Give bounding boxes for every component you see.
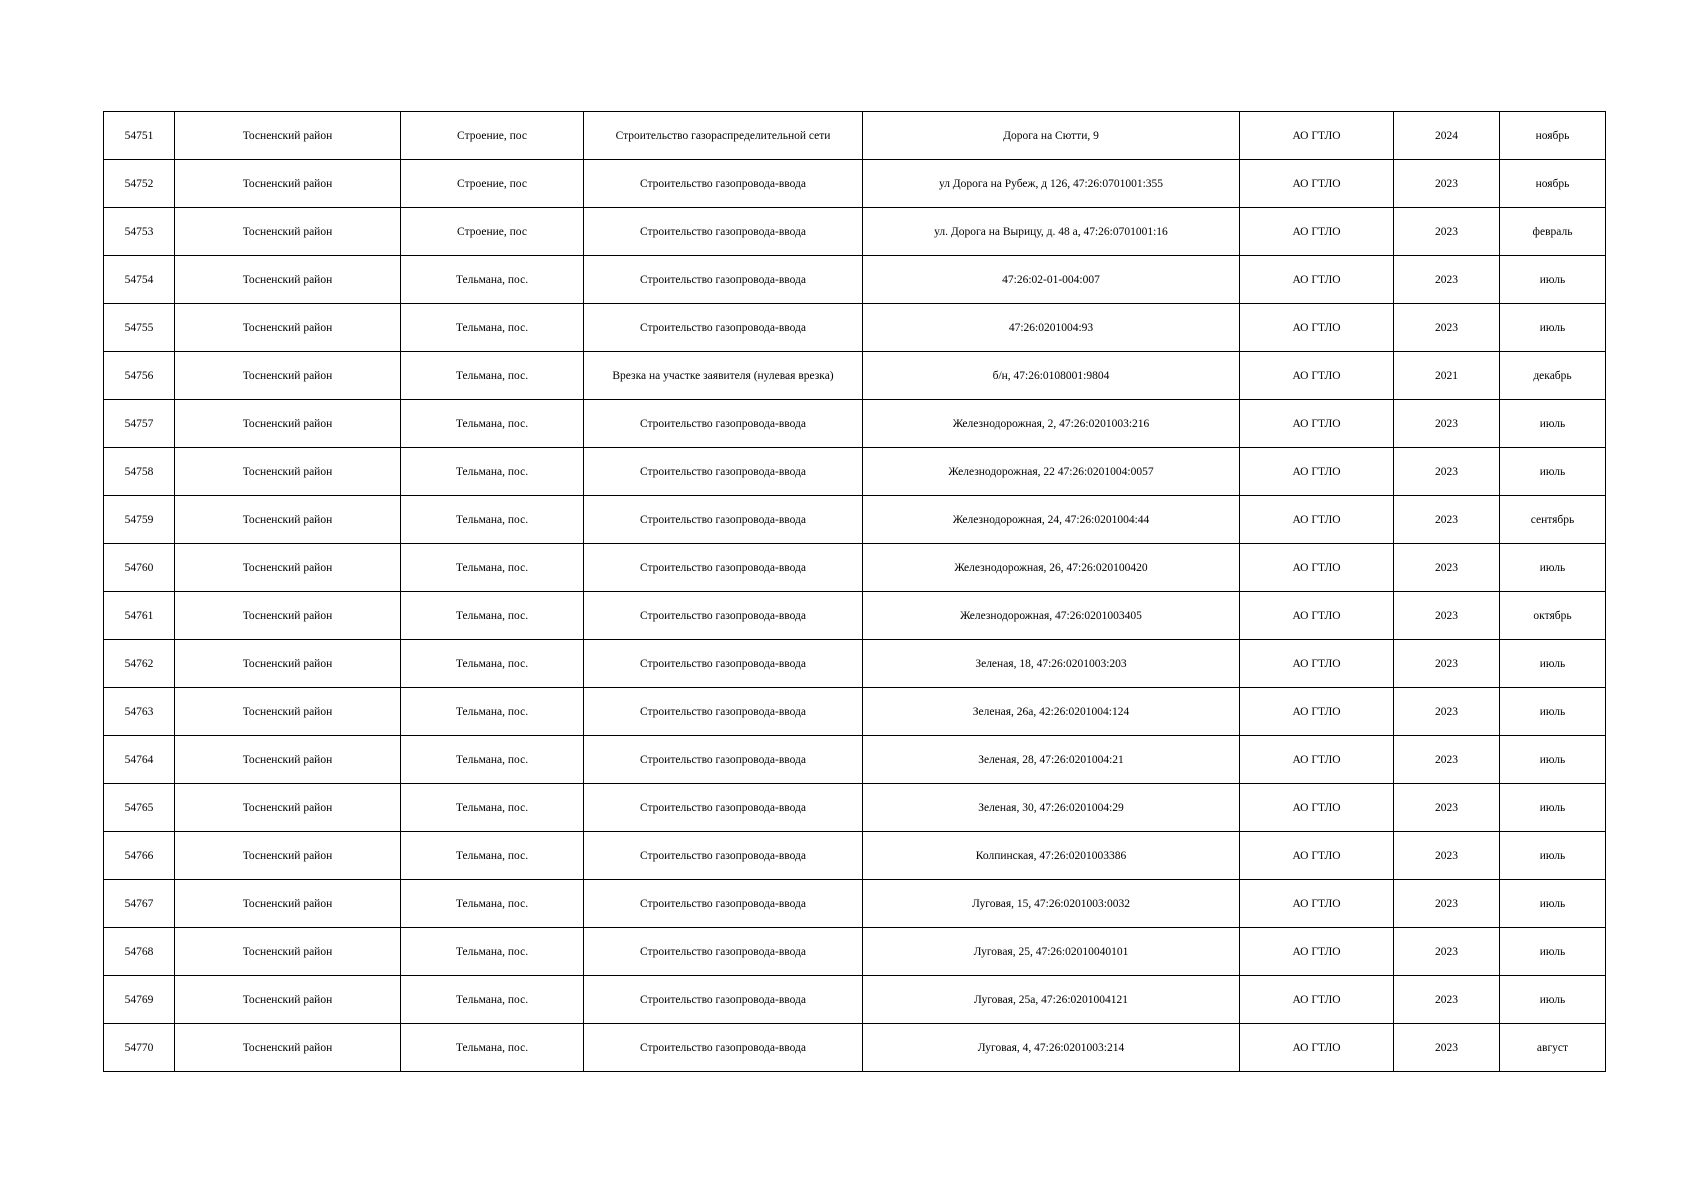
cell-organization: АО ГТЛО [1240,208,1394,256]
cell-month: июль [1500,400,1606,448]
cell-month: июль [1500,448,1606,496]
cell-settlement: Тельмана, пос. [401,736,584,784]
cell-id: 54761 [104,592,175,640]
cell-id: 54765 [104,784,175,832]
cell-work-type: Строительство газопровода-ввода [584,592,863,640]
cell-month: июль [1500,832,1606,880]
cell-work-type: Врезка на участке заявителя (нулевая врезка) [584,352,863,400]
document-page [103,111,1606,1072]
cell-district: Тосненский район [175,880,401,928]
cell-month: июль [1500,640,1606,688]
cell-work-type: Строительство газопровода-ввода [584,256,863,304]
cell-organization: АО ГТЛО [1240,640,1394,688]
cell-work-type: Строительство газопровода-ввода [584,400,863,448]
cell-year: 2023 [1394,592,1500,640]
table-row [104,736,1606,784]
cell-organization: АО ГТЛО [1240,928,1394,976]
cell-address: Луговая, 25а, 47:26:0201004121 [863,976,1240,1024]
table-row [104,1024,1606,1072]
cell-district: Тосненский район [175,352,401,400]
cell-address: Железнодорожная, 26, 47:26:020100420 [863,544,1240,592]
table-row [104,928,1606,976]
cell-work-type: Строительство газопровода-ввода [584,880,863,928]
cell-district: Тосненский район [175,160,401,208]
table-row [104,160,1606,208]
cell-district: Тосненский район [175,544,401,592]
table-row [104,448,1606,496]
cell-district: Тосненский район [175,592,401,640]
cell-organization: АО ГТЛО [1240,1024,1394,1072]
cell-organization: АО ГТЛО [1240,496,1394,544]
cell-month: февраль [1500,208,1606,256]
cell-id: 54753 [104,208,175,256]
gasification-table [103,111,1606,1072]
cell-organization: АО ГТЛО [1240,784,1394,832]
cell-year: 2023 [1394,880,1500,928]
cell-work-type: Строительство газопровода-ввода [584,208,863,256]
cell-work-type: Строительство газопровода-ввода [584,832,863,880]
cell-address: Зеленая, 30, 47:26:0201004:29 [863,784,1240,832]
cell-month: июль [1500,928,1606,976]
cell-address: Железнодорожная, 24, 47:26:0201004:44 [863,496,1240,544]
cell-address: Железнодорожная, 22 47:26:0201004:0057 [863,448,1240,496]
cell-address: б/н, 47:26:0108001:9804 [863,352,1240,400]
cell-settlement: Тельмана, пос. [401,304,584,352]
cell-organization: АО ГТЛО [1240,304,1394,352]
table-row [104,688,1606,736]
cell-year: 2024 [1394,112,1500,160]
cell-year: 2023 [1394,784,1500,832]
cell-district: Тосненский район [175,832,401,880]
table-row [104,256,1606,304]
cell-id: 54769 [104,976,175,1024]
cell-settlement: Строение, пос [401,160,584,208]
cell-year: 2023 [1394,448,1500,496]
table-row [104,640,1606,688]
cell-work-type: Строительство газопровода-ввода [584,976,863,1024]
cell-year: 2023 [1394,640,1500,688]
cell-year: 2023 [1394,736,1500,784]
cell-year: 2021 [1394,352,1500,400]
cell-district: Тосненский район [175,1024,401,1072]
cell-month: ноябрь [1500,112,1606,160]
cell-id: 54767 [104,880,175,928]
cell-id: 54755 [104,304,175,352]
cell-organization: АО ГТЛО [1240,688,1394,736]
cell-work-type: Строительство газопровода-ввода [584,688,863,736]
cell-work-type: Строительство газораспределительной сети [584,112,863,160]
cell-settlement: Строение, пос [401,208,584,256]
cell-id: 54763 [104,688,175,736]
table-body [104,112,1606,1072]
cell-district: Тосненский район [175,688,401,736]
cell-year: 2023 [1394,208,1500,256]
cell-year: 2023 [1394,976,1500,1024]
cell-id: 54760 [104,544,175,592]
cell-month: июль [1500,976,1606,1024]
cell-month: июль [1500,784,1606,832]
cell-month: ноябрь [1500,160,1606,208]
cell-organization: АО ГТЛО [1240,736,1394,784]
cell-district: Тосненский район [175,976,401,1024]
cell-organization: АО ГТЛО [1240,400,1394,448]
cell-district: Тосненский район [175,208,401,256]
table-row [104,544,1606,592]
cell-id: 54756 [104,352,175,400]
cell-settlement: Тельмана, пос. [401,256,584,304]
cell-work-type: Строительство газопровода-ввода [584,448,863,496]
cell-id: 54754 [104,256,175,304]
cell-id: 54762 [104,640,175,688]
cell-month: август [1500,1024,1606,1072]
cell-address: Железнодорожная, 47:26:0201003405 [863,592,1240,640]
cell-year: 2023 [1394,304,1500,352]
cell-district: Тосненский район [175,736,401,784]
cell-work-type: Строительство газопровода-ввода [584,928,863,976]
cell-district: Тосненский район [175,304,401,352]
cell-organization: АО ГТЛО [1240,256,1394,304]
cell-address: 47:26:0201004:93 [863,304,1240,352]
cell-month: июль [1500,688,1606,736]
cell-id: 54752 [104,160,175,208]
cell-id: 54764 [104,736,175,784]
cell-district: Тосненский район [175,928,401,976]
table-row [104,880,1606,928]
cell-year: 2023 [1394,400,1500,448]
cell-district: Тосненский район [175,784,401,832]
cell-id: 54751 [104,112,175,160]
cell-settlement: Тельмана, пос. [401,592,584,640]
table-row [104,496,1606,544]
cell-year: 2023 [1394,832,1500,880]
cell-district: Тосненский район [175,256,401,304]
cell-year: 2023 [1394,544,1500,592]
cell-district: Тосненский район [175,112,401,160]
cell-settlement: Тельмана, пос. [401,544,584,592]
cell-month: июль [1500,880,1606,928]
cell-work-type: Строительство газопровода-ввода [584,304,863,352]
cell-district: Тосненский район [175,448,401,496]
table-row [104,112,1606,160]
cell-organization: АО ГТЛО [1240,352,1394,400]
table-row [104,784,1606,832]
cell-settlement: Тельмана, пос. [401,496,584,544]
cell-id: 54758 [104,448,175,496]
cell-year: 2023 [1394,928,1500,976]
cell-work-type: Строительство газопровода-ввода [584,496,863,544]
cell-organization: АО ГТЛО [1240,112,1394,160]
cell-month: сентябрь [1500,496,1606,544]
cell-settlement: Тельмана, пос. [401,784,584,832]
cell-address: ул. Дорога на Вырицу, д. 48 а, 47:26:0701001:16 [863,208,1240,256]
cell-id: 54768 [104,928,175,976]
cell-month: июль [1500,304,1606,352]
cell-work-type: Строительство газопровода-ввода [584,1024,863,1072]
cell-work-type: Строительство газопровода-ввода [584,544,863,592]
cell-settlement: Тельмана, пос. [401,352,584,400]
cell-work-type: Строительство газопровода-ввода [584,736,863,784]
cell-address: Колпинская, 47:26:0201003386 [863,832,1240,880]
cell-district: Тосненский район [175,400,401,448]
cell-address: Дорога на Сютти, 9 [863,112,1240,160]
cell-organization: АО ГТЛО [1240,976,1394,1024]
cell-id: 54766 [104,832,175,880]
cell-address: Зеленая, 26а, 42:26:0201004:124 [863,688,1240,736]
cell-id: 54770 [104,1024,175,1072]
cell-year: 2023 [1394,496,1500,544]
table-row [104,832,1606,880]
cell-year: 2023 [1394,256,1500,304]
cell-id: 54757 [104,400,175,448]
cell-district: Тосненский район [175,496,401,544]
cell-work-type: Строительство газопровода-ввода [584,160,863,208]
table-row [104,976,1606,1024]
cell-district: Тосненский район [175,640,401,688]
cell-organization: АО ГТЛО [1240,544,1394,592]
cell-month: июль [1500,256,1606,304]
cell-settlement: Тельмана, пос. [401,1024,584,1072]
table-row [104,400,1606,448]
cell-month: июль [1500,544,1606,592]
cell-settlement: Тельмана, пос. [401,976,584,1024]
cell-address: ул Дорога на Рубеж, д 126, 47:26:0701001:355 [863,160,1240,208]
cell-address: Зеленая, 28, 47:26:0201004:21 [863,736,1240,784]
table-row [104,208,1606,256]
cell-year: 2023 [1394,1024,1500,1072]
table-row [104,592,1606,640]
cell-settlement: Тельмана, пос. [401,688,584,736]
cell-settlement: Тельмана, пос. [401,400,584,448]
cell-work-type: Строительство газопровода-ввода [584,640,863,688]
cell-address: 47:26:02-01-004:007 [863,256,1240,304]
cell-address: Луговая, 25, 47:26:02010040101 [863,928,1240,976]
table-row [104,304,1606,352]
cell-address: Железнодорожная, 2, 47:26:0201003:216 [863,400,1240,448]
cell-month: октябрь [1500,592,1606,640]
cell-organization: АО ГТЛО [1240,448,1394,496]
cell-settlement: Тельмана, пос. [401,880,584,928]
cell-work-type: Строительство газопровода-ввода [584,784,863,832]
cell-month: июль [1500,736,1606,784]
cell-organization: АО ГТЛО [1240,832,1394,880]
cell-organization: АО ГТЛО [1240,880,1394,928]
cell-year: 2023 [1394,160,1500,208]
cell-address: Луговая, 4, 47:26:0201003:214 [863,1024,1240,1072]
cell-address: Зеленая, 18, 47:26:0201003:203 [863,640,1240,688]
cell-month: декабрь [1500,352,1606,400]
table-row [104,352,1606,400]
cell-settlement: Строение, пос [401,112,584,160]
cell-settlement: Тельмана, пос. [401,448,584,496]
cell-settlement: Тельмана, пос. [401,928,584,976]
cell-organization: АО ГТЛО [1240,592,1394,640]
cell-organization: АО ГТЛО [1240,160,1394,208]
cell-id: 54759 [104,496,175,544]
cell-address: Луговая, 15, 47:26:0201003:0032 [863,880,1240,928]
cell-settlement: Тельмана, пос. [401,832,584,880]
cell-settlement: Тельмана, пос. [401,640,584,688]
cell-year: 2023 [1394,688,1500,736]
